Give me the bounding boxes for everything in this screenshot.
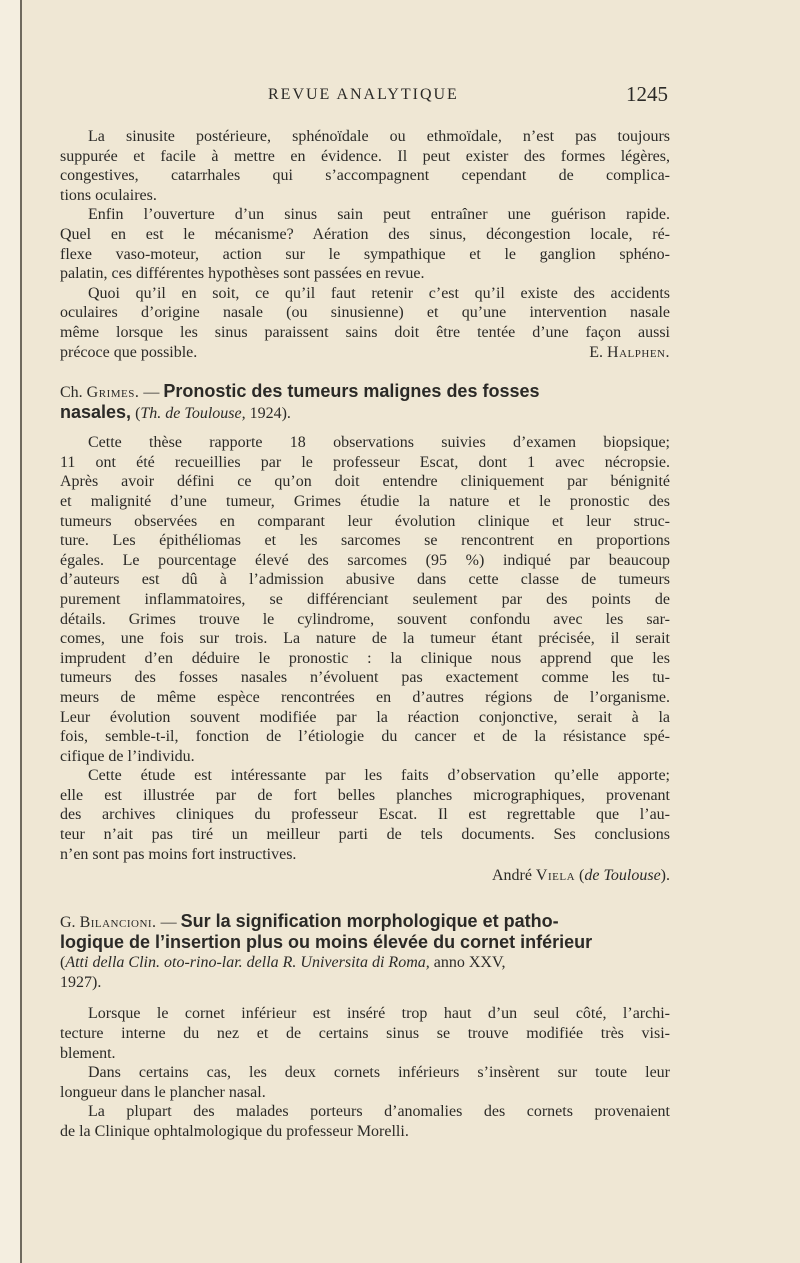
- reviewer-signature: E. Halphen.: [589, 343, 670, 361]
- paragraph-line: égales. Le pourcentage élevé des sarcomes (95 %) indiqué par beaucoup: [60, 551, 670, 569]
- paragraph-line: teur n’ait pas tiré un meilleur parti de tels documents. Ses conclusions: [60, 826, 670, 844]
- paragraph-line: Cette étude est intéressante par les faits d’observation qu’elle apporte;: [88, 767, 670, 785]
- paragraph-end: précoce que possible.: [60, 343, 198, 361]
- paragraph-line: comes, une fois sur trois. La nature de la tumeur étant précisée, il serait: [60, 630, 670, 648]
- author-name: Grimes.: [86, 384, 140, 401]
- article-heading: Ch. Grimes. — Pronostic des tumeurs malignes des fosses: [60, 381, 540, 401]
- paragraph-line: et malignité d’une tumeur, Grimes étudie la nature et le pronostic des: [60, 492, 670, 510]
- paragraph-line: des archives cliniques du professeur Escat. Il est regrettable que l’au-: [60, 806, 670, 824]
- paragraph-line: meurs de même espèce rencontrées en d’autres régions de l’organisme.: [60, 688, 670, 706]
- paragraph-line: Lorsque le cornet inférieur est inséré trop haut d’un seul côté, l’archi-: [88, 1005, 670, 1023]
- paragraph-line: de la Clinique ophtalmologique du professeur Morelli.: [60, 1122, 409, 1140]
- paragraph-line: même lorsque les sinus paraissent sains doit être tentée d’une façon aussi: [60, 323, 670, 341]
- paragraph-line: fois, semble-t-il, fonction de l’étiologie du cancer et de la résistance spé-: [60, 728, 670, 746]
- paragraph-line: purement inflammatoires, se différenciant seulement par des points de: [60, 590, 670, 608]
- article-source: (Atti della Clin. oto-rino-lar. della R. Universita di Roma, anno XXV,: [60, 954, 506, 972]
- paragraph-line: suppurée et facile à mettre en évidence. Il peut exister des formes légères,: [60, 147, 670, 165]
- article-title-cont: nasales,: [60, 401, 132, 422]
- paragraph-line: tumeurs des fosses nasales n’évoluent pas exactement comme les tu-: [60, 669, 670, 687]
- paragraph-line: Quel en est le mécanisme? Aération des sinus, décongestion locale, ré-: [60, 225, 670, 243]
- paragraph-line: tions oculaires.: [60, 186, 157, 204]
- paragraph-line: ture. Les épithéliomas et les sarcomes se rencontrent en proportions: [60, 532, 670, 550]
- article-source-cont: 1927).: [60, 973, 102, 991]
- paragraph-line: d’auteurs est dû à l’admission abusive dans cette classe de tumeurs: [60, 571, 670, 589]
- paragraph-line: Quoi qu’il en soit, ce qu’il faut retenir c’est qu’il existe des accidents: [88, 284, 670, 302]
- paragraph-line: Cette thèse rapporte 18 observations suivies d’examen biopsique;: [88, 434, 670, 452]
- paragraph-line: 11 ont été recueillies par le professeur Escat, dont 1 avec nécropsie.: [60, 453, 670, 471]
- article-heading-cont: nasales, (Th. de Toulouse, 1924).: [60, 401, 291, 422]
- article-title-cont: logique de l’insertion plus ou moins élevée du cornet inférieur: [60, 931, 593, 952]
- paragraph-line: imprudent d’en déduire le pronostic : la clinique nous apprend que les: [60, 649, 670, 667]
- paragraph-line: Après avoir défini ce qu’on doit entendre cliniquement par bénignité: [60, 473, 670, 491]
- paragraph-line: elle est illustrée par de fort belles planches micrographiques, provenant: [60, 786, 670, 804]
- article-title: Pronostic des tumeurs malignes des fosses: [163, 381, 540, 401]
- running-title: REVUE ANALYTIQUE: [268, 86, 459, 103]
- paragraph-line: Enfin l’ouverture d’un sinus sain peut entraîner une guérison rapide.: [88, 206, 670, 224]
- section-previous-review: [60, 127, 670, 362]
- binding-edge: [0, 0, 22, 1263]
- paragraph-line: tumeurs observées en comparant leur évolution clinique et leur struc-: [60, 512, 670, 530]
- author-name: Bilancioni.: [79, 914, 157, 931]
- reviewer-signature: André Viela (de Toulouse).: [491, 867, 670, 885]
- paragraph-line: blement.: [60, 1044, 116, 1062]
- article-grimes: [60, 382, 670, 886]
- paragraph-line: cifique de l’individu.: [60, 747, 195, 765]
- page-number: 1245: [626, 82, 668, 106]
- article-source: Th. de Toulouse,: [140, 404, 246, 422]
- paragraph-line: n’en sont pas moins fort instructives.: [60, 845, 297, 863]
- paragraph-line: Dans certains cas, les deux cornets inférieurs s’insèrent sur toute leur: [88, 1064, 670, 1082]
- paragraph-line: longueur dans le plancher nasal.: [60, 1083, 266, 1101]
- paragraph-line: flexe vaso-moteur, action sur le sympathique et le ganglion sphéno-: [60, 245, 670, 263]
- paragraph-line: Leur évolution souvent modifiée par la réaction conjonctive, serait à la: [60, 708, 670, 726]
- paragraph-line: détails. Grimes trouve le cylindrome, souvent confondu avec les sar-: [60, 610, 670, 628]
- paragraph-line: tecture interne du nez et de certains sinus se trouve modifiée très visi-: [60, 1024, 670, 1042]
- signature-line: [60, 343, 670, 363]
- article-bilancioni: [60, 912, 670, 1142]
- paragraph-line: La sinusite postérieure, sphénoïdale ou ethmoïdale, n’est pas toujours: [88, 128, 670, 145]
- paragraph-line: La plupart des malades porteurs d’anomalies des cornets provenaient: [88, 1103, 670, 1121]
- article-heading-cont: [60, 933, 670, 954]
- paragraph-line: oculaires d’origine nasale (ou sinusienne) et qu’une intervention nasale: [60, 304, 670, 322]
- article-title: Sur la signification morphologique et patho-: [180, 911, 559, 931]
- paragraph-line: palatin, ces différentes hypothèses sont passées en revue.: [60, 265, 425, 283]
- article-heading: G. Bilancioni. — Sur la signification morphologique et patho-: [60, 911, 559, 931]
- paragraph-line: congestives, catarrhales qui s’accompagnent cependant de complica-: [60, 167, 670, 185]
